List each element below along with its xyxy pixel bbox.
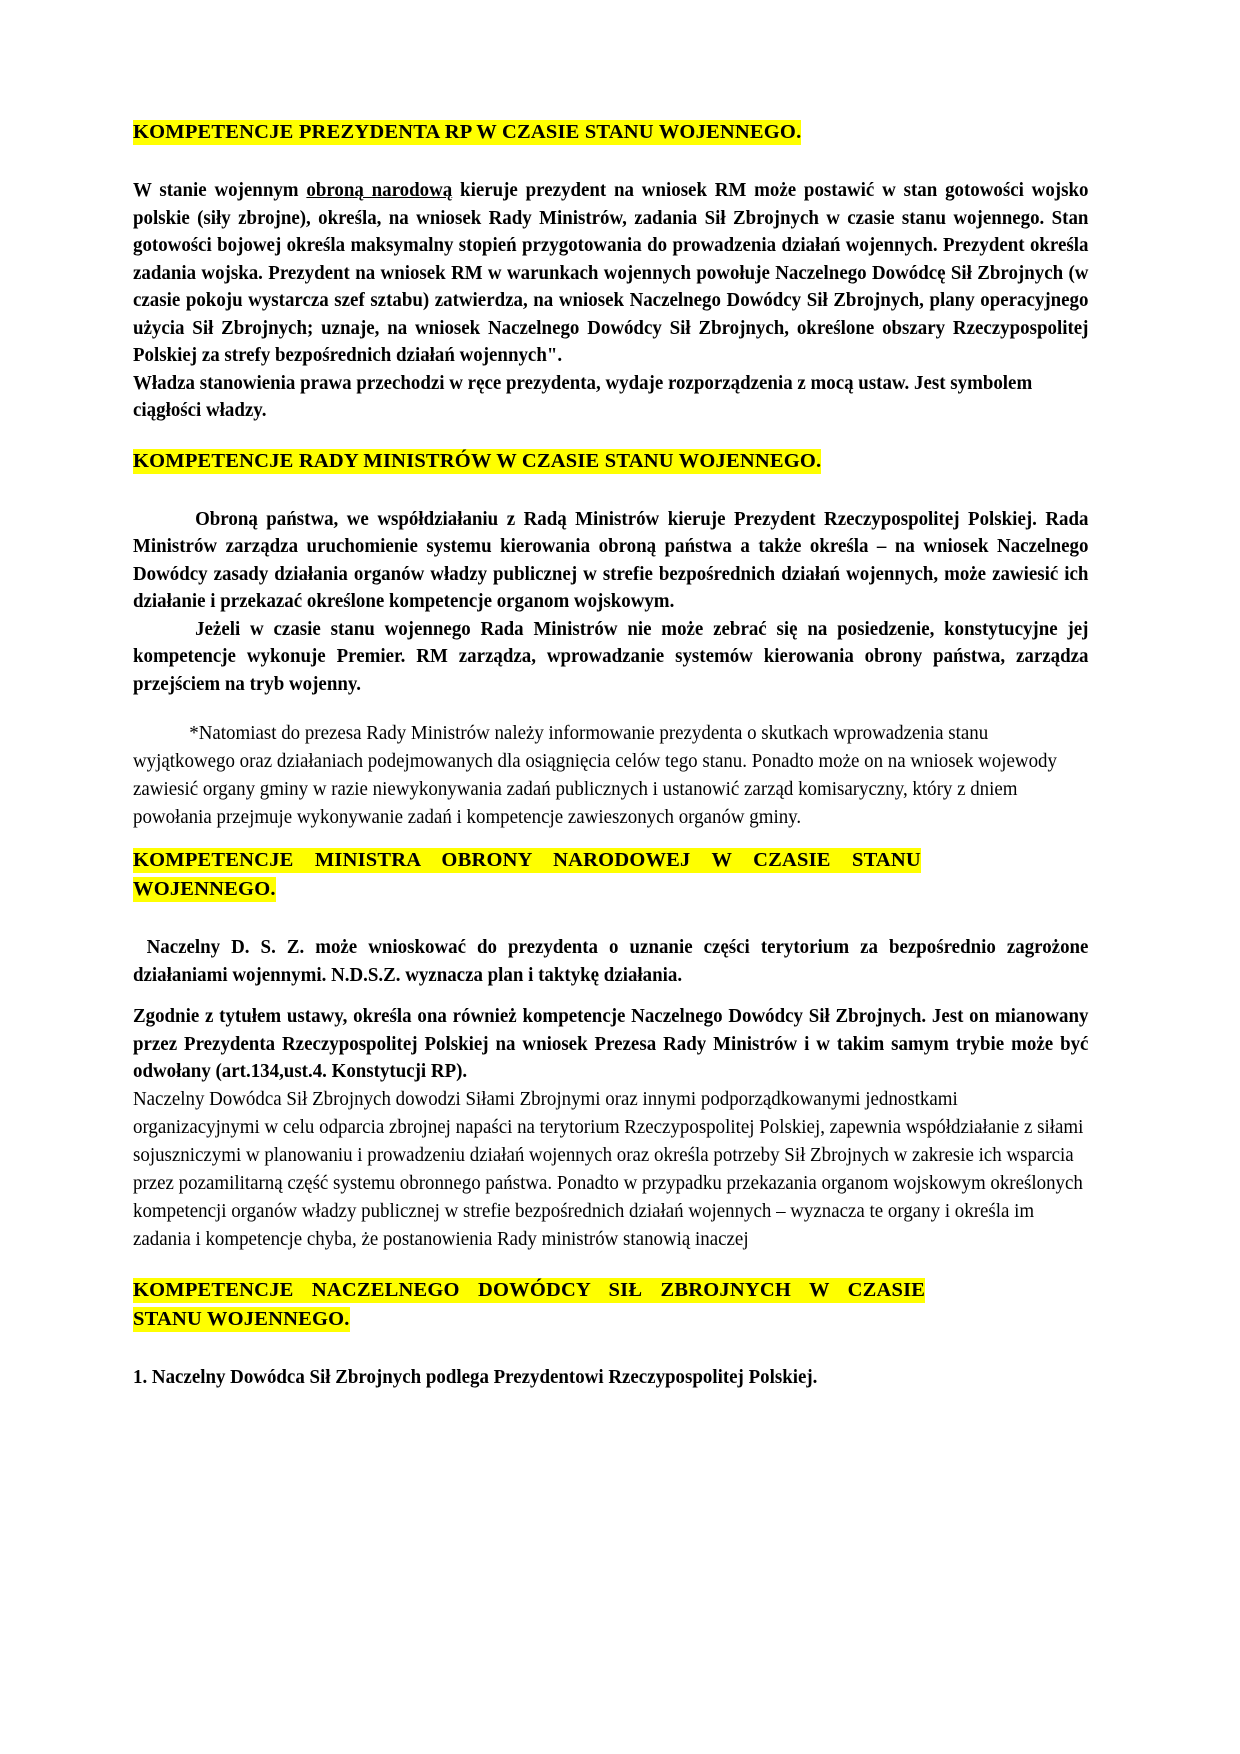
- heading-highlight: KOMPETENCJE PREZYDENTA RP W CZASIE STANU WOJENNEGO.: [133, 121, 802, 143]
- spacer: [133, 832, 1118, 846]
- heading-highlight-line-1: KOMPETENCJE MINISTRA OBRONY NARODOWEJ W CZASIE STANU: [133, 849, 921, 871]
- paragraph-prezydent-1: [133, 177, 1088, 370]
- paragraph-rada-3-note: *Natomiast do prezesa Rady Ministrów należy informowanie prezydenta o skutkach wprowadzenia stanu wyjątkowego oraz działaniach podejmowanych dla osiągnięcia celów tego stanu. Ponadto może on na wniosek wojewody zawiesić organy gminy w razie niewykonywania zadań publicznych i ustanowić zarząd komisaryczny, który z dniem powołania przejmuje wykonywanie zadań i kompetencje zawieszonych organów gminy.: [133, 723, 1057, 828]
- section-heading-minister-obrony: [133, 846, 1118, 904]
- section-heading-rada-ministrow: [133, 447, 1118, 476]
- paragraph-rada-2: Jeżeli w czasie stanu wojennego Rada Ministrów nie może zebrać się na posiedzenie, konstytucyjne jej kompetencje wykonuje Premier. RM zarządza, wprowadzanie systemów kierowania obrony państwa, zarządza przejściem na tryb wojenny.: [133, 618, 1089, 695]
- spacer: [133, 1254, 1118, 1276]
- section-heading-prezydent: [133, 118, 1118, 147]
- spacer: [133, 1334, 1118, 1364]
- heading-highlight-line-2: STANU WOJENNEGO.: [133, 1307, 350, 1330]
- underlined-phrase: obroną narodową: [306, 180, 453, 201]
- spacer: [133, 425, 1118, 447]
- document-content: [133, 118, 1118, 1391]
- heading-highlight: KOMPETENCJE RADY MINISTRÓW W CZASIE STANU WOJENNEGO.: [133, 449, 822, 472]
- paragraph-minister-1: Naczelny D. S. Z. może wnioskować do prezydenta o uznanie części terytorium za bezpośrednio zagrożone działaniami wojennymi. N.D.S.Z. wyznacza plan i taktykę działania.: [133, 937, 1089, 986]
- paragraph-prezydent-2: Władza stanowienia prawa przechodzi w ręce prezydenta, wydaje rozporządzenia z mocą ustaw. Jest symbolem ciągłości władzy.: [133, 372, 1033, 421]
- section-heading-naczelny-dowodca: [133, 1276, 1118, 1334]
- paragraph-minister-3: Naczelny Dowódca Sił Zbrojnych dowodzi Siłami Zbrojnymi oraz innymi podporządkowanymi jednostkami organizacyjnymi w celu odparcia zbrojnej napaści na terytorium Rzeczypospolitej Polskiej, zapewnia współdziałanie z siłami sojuszniczymi w planowaniu i prowadzeniu działań wojennych oraz określa potrzeby Sił Zbrojnych w zakresie ich wsparcia przez pozamilitarną część systemu obronnego państwa. Ponadto w przypadku przekazania organom wojskowym określonych kompetencji organów władzy publicznej w strefie bezpośrednich działań wojennych – wyznacza te organy i określa im zadania i kompetencje chyba, że postanowienia Rady ministrów stanowią inaczej: [133, 1088, 1084, 1250]
- spacer: [133, 147, 1118, 177]
- heading-highlight-line-2: WOJENNEGO.: [133, 878, 276, 900]
- heading-highlight-line-1: KOMPETENCJE NACZELNEGO DOWÓDCY SIŁ ZBROJNYCH W CZASIE: [133, 1278, 926, 1301]
- paragraph-naczelny-item-1: 1. Naczelny Dowódca Sił Zbrojnych podlega Prezydentowi Rzeczypospolitej Polskiej.: [133, 1366, 818, 1388]
- paragraph-text-part-b: kieruje prezydent na wniosek RM może postawić w stan gotowości wojsko polskie (siły zbrojne), określa, na wniosek Rady Ministrów, zadania Sił Zbrojnych w czasie stanu wojennego. Stan gotowości bojowej określa maksymalny stopień przygotowania do prowadzenia działań wojennych. Prezydent określa zadania wojska. Prezydent na wniosek RM w warunkach wojennych powołuje Naczelnego Dowódcę Sił Zbrojnych (w czasie pokoju wystarcza szef sztabu) zatwierdza, na wniosek Naczelnego Dowódcy Sił Zbrojnych, plany operacyjnego użycia Sił Zbrojnych; uznaje, na wniosek Naczelnego Dowódcy Sił Zbrojnych, określone obszary Rzeczypospolitej Polskiej za strefy bezpośrednich działań wojennych".: [133, 180, 1089, 366]
- spacer: [133, 904, 1118, 934]
- spacer: [133, 698, 1118, 720]
- paragraph-rada-1: Obroną państwa, we współdziałaniu z Radą Ministrów kieruje Prezydent Rzeczypospolitej Polskiej. Rada Ministrów zarządza uruchomienie systemu kierowania obroną państwa a także określa – na wniosek Naczelnego Dowódcy zasady działania organów władzy publicznej w strefie bezpośrednich działań wojennych, może zawiesić ich działanie i przekazać określone kompetencje organom wojskowym.: [133, 508, 1089, 612]
- paragraph-text-part-a: W stanie wojennym: [133, 180, 307, 201]
- paragraph-minister-2: Zgodnie z tytułem ustawy, określa ona również kompetencje Naczelnego Dowódcy Sił Zbrojnych. Jest on mianowany przez Prezydenta Rzeczypospolitej Polskiej na wniosek Prezesa Rady Ministrów i w takim samym trybie może być odwołany (art.134,ust.4. Konstytucji RP).: [133, 1006, 1089, 1082]
- spacer: [133, 989, 1118, 1003]
- spacer: [133, 476, 1118, 506]
